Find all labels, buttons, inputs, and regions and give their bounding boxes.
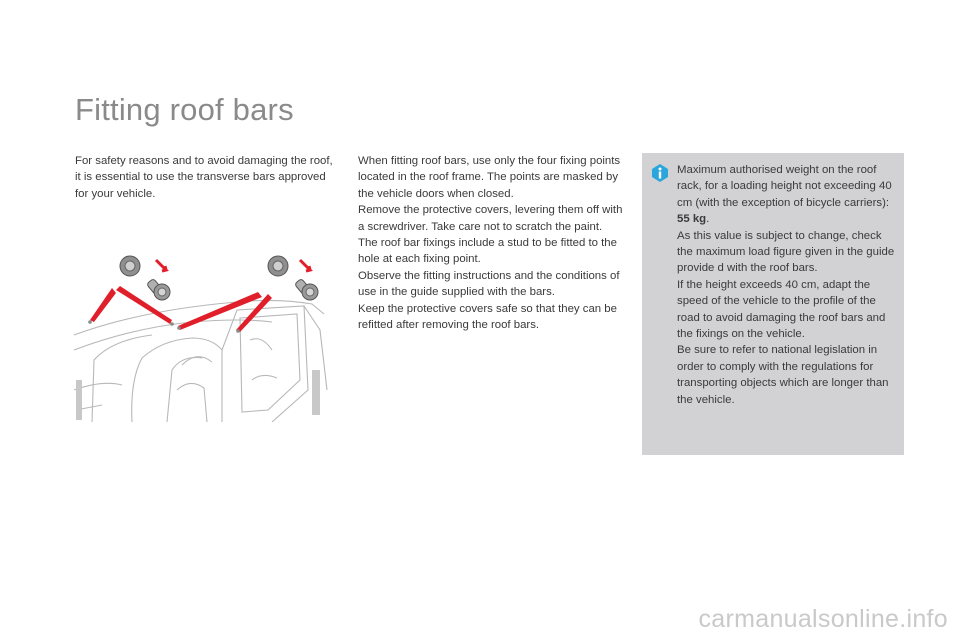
fitting-instructions xyxy=(358,153,628,333)
intro-text: For safety reasons and to avoid damaging the roof, it is essential to use the transverse bars approved for your vehicle. xyxy=(75,155,333,200)
car-roof-fixing-points-illustration xyxy=(72,240,330,422)
instruction-paragraph: The roof bar fixings include a stud to be fitted to the hole at each fixing point. xyxy=(358,237,617,266)
info-box xyxy=(642,153,904,455)
max-weight-value: 55 kg xyxy=(677,213,707,226)
info-paragraph: If the height exceeds 40 cm, adapt the speed of the vehicle to the profile of the road to avoid damaging the roof bars and the fixings on the vehicle. xyxy=(677,278,886,341)
info-text xyxy=(677,162,899,408)
instruction-paragraph: Observe the fitting instructions and the conditions of use in the guide supplied with the bars. xyxy=(358,269,620,299)
info-paragraph: Be sure to refer to national legislation in order to comply with the regulations for transporting objects which are longer than the vehicle. xyxy=(677,344,889,406)
max-weight-note xyxy=(677,162,899,228)
instruction-paragraph: Remove the protective covers, levering them off with a screwdriver. Take care not to scratch the paint. xyxy=(358,204,623,233)
info-icon xyxy=(652,164,668,182)
info-paragraph: As this value is subject to change, check the maximum load figure given in the guide provide d with the roof bars. xyxy=(677,229,895,275)
max-weight-end: . xyxy=(706,213,710,226)
instruction-paragraph: Keep the protective covers safe so that they can be refitted after removing the roof bars. xyxy=(358,302,617,332)
page-title: Fitting roof bars xyxy=(75,92,294,127)
instruction-paragraph: When fitting roof bars, use only the four fixing points located in the roof frame. The points are masked by the vehicle doors when closed. xyxy=(358,155,621,200)
max-weight-text: Maximum authorised weight on the roof rack, for a loading height not exceeding 40 cm (with the exception of bicycle carriers): xyxy=(677,164,892,209)
watermark: carmanualsonline.info xyxy=(698,605,948,633)
